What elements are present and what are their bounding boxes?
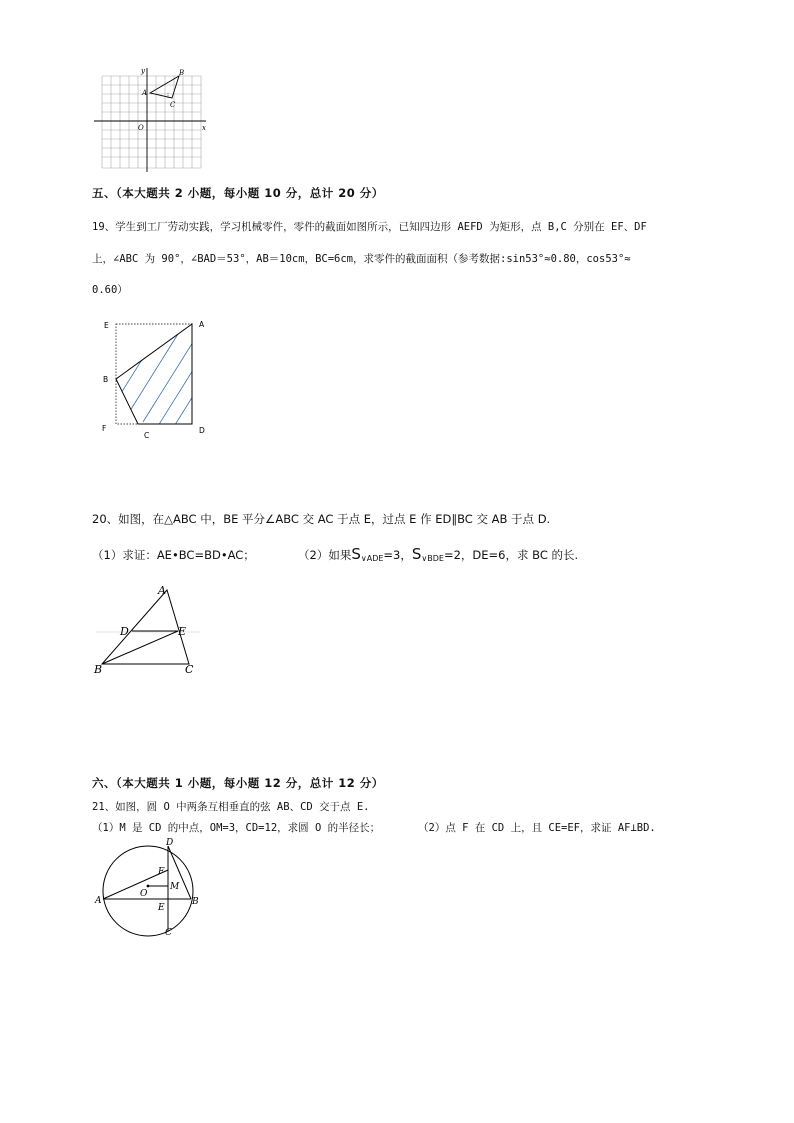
cross-section-outline	[116, 324, 192, 424]
label-e: E	[178, 625, 187, 638]
area-symbol-bde: S	[411, 545, 422, 563]
origin-label: O	[138, 124, 144, 132]
q19-line-1: 19、学生到工厂劳动实践，学习机械零件，零件的截面如图所示，已知四边形 AEFD 为矩形，点 B,C 分别在 EF、DF	[92, 221, 647, 233]
q20-part-2	[298, 545, 578, 568]
label-o: O	[140, 889, 148, 899]
point-label-b: B	[179, 69, 185, 77]
label-c: C	[165, 928, 172, 938]
label-f: F	[102, 424, 107, 433]
q20-part-1: （1）求证：AE•BC=BD•AC；	[92, 548, 255, 562]
triangle-abc	[102, 590, 189, 664]
q21-part-1: （1）M 是 CD 的中点，OM=3，CD=12，求圆 O 的半径长；	[92, 822, 381, 834]
label-d: D	[120, 625, 129, 638]
label-b: B	[103, 375, 109, 384]
q20-triangle-figure	[92, 580, 202, 678]
q20-part-2-prefix: （2）如果	[298, 548, 352, 562]
area-sub-ade: ∨ADE	[360, 554, 384, 563]
q19-part-figure	[98, 314, 216, 442]
label-c: C	[185, 663, 194, 676]
center-point	[147, 885, 150, 888]
label-m: M	[170, 882, 180, 892]
rectangle-aefd-dotted	[116, 324, 192, 424]
q20-line-1: 20、如图，在△ABC 中，BE 平分∠ABC 交 AC 于点 E，过点 E 作 ED∥BC 交 AB 于点 D.	[92, 512, 551, 526]
label-e: E	[158, 903, 165, 913]
grid-lines	[102, 76, 201, 168]
label-a: A	[199, 320, 205, 329]
label-a: A	[158, 584, 166, 597]
area-sub-bde: ∨BDE	[421, 554, 444, 563]
axis-label-x: x	[202, 124, 206, 132]
label-f: F	[158, 867, 165, 877]
segment-be	[102, 631, 178, 664]
area-symbol-ade: S	[351, 545, 361, 563]
q19-line-3: 0.60）	[92, 284, 128, 296]
label-d: D	[166, 838, 174, 848]
section-5-heading: 五、（本大题共 2 小题，每小题 10 分，总计 20 分）	[92, 186, 384, 200]
area-value-ade: =3，	[383, 548, 412, 562]
q21-line-1: 21、如图，圆 O 中两条互相垂直的弦 AB、CD 交于点 E.	[92, 801, 370, 813]
point-label-a: A	[142, 89, 148, 97]
coordinate-grid-figure	[94, 64, 214, 172]
label-e: E	[104, 321, 109, 330]
q20-part-2-suffix: =2，DE=6，求 BC 的长.	[443, 548, 579, 562]
q21-part-2: （2）点 F 在 CD 上，且 CE=EF，求证 AF⊥BD.	[418, 822, 656, 834]
point-label-c: C	[170, 101, 176, 109]
label-c: C	[144, 431, 150, 440]
label-b: B	[94, 663, 103, 676]
q21-circle-figure	[92, 836, 204, 938]
q19-line-2: 上，∠ABC 为 90°，∠BAD＝53°，AB＝10cm，BC=6cm，求零件的截面面积（参考数据:sin53°≈0.80，cos53°≈	[92, 253, 631, 265]
label-d: D	[199, 426, 205, 435]
circle-o	[103, 846, 193, 936]
axis-label-y: y	[141, 67, 145, 75]
hatch-lines	[113, 326, 216, 428]
label-a: A	[95, 896, 102, 906]
section-6-heading: 六、（本大题共 1 小题，每小题 12 分，总计 12 分）	[92, 776, 384, 790]
triangle-abc	[150, 76, 179, 98]
label-b: B	[192, 897, 199, 907]
